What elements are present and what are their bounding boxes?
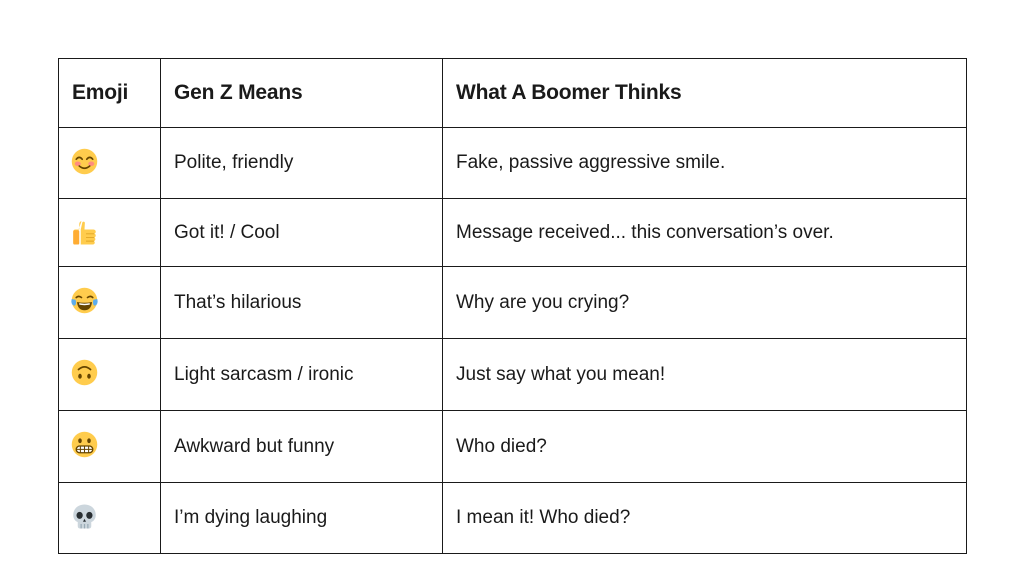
emoji-cell <box>59 128 161 199</box>
emoji-cell <box>59 411 161 483</box>
header-what-a-boomer-thinks: What A Boomer Thinks <box>443 59 967 128</box>
emoji-cell <box>59 199 161 267</box>
gen-z-meaning: Light sarcasm / ironic <box>161 339 443 411</box>
boomer-meaning: Just say what you mean! <box>443 339 967 411</box>
table-row <box>59 483 967 554</box>
upside-down-face-icon <box>71 359 98 386</box>
emoji-cell <box>59 339 161 411</box>
table-row <box>59 339 967 411</box>
boomer-meaning: Who died? <box>443 411 967 483</box>
header-gen-z-means: Gen Z Means <box>161 59 443 128</box>
gen-z-meaning: Got it! / Cool <box>161 199 443 267</box>
table-row <box>59 267 967 339</box>
emoji-cell <box>59 483 161 554</box>
table-header-row <box>59 59 967 128</box>
table-row <box>59 128 967 199</box>
gen-z-meaning: I’m dying laughing <box>161 483 443 554</box>
boomer-meaning: Why are you crying? <box>443 267 967 339</box>
boomer-meaning: Message received... this conversation’s over. <box>443 199 967 267</box>
smiling-face-with-smiling-eyes-icon <box>71 148 98 175</box>
gen-z-meaning: That’s hilarious <box>161 267 443 339</box>
grimacing-face-icon <box>71 431 98 458</box>
table-row <box>59 411 967 483</box>
skull-icon <box>71 503 98 530</box>
emoji-meaning-table <box>58 58 967 554</box>
face-with-tears-of-joy-icon <box>71 287 98 314</box>
header-emoji: Emoji <box>59 59 161 128</box>
thumbs-up-icon <box>71 219 98 246</box>
boomer-meaning: I mean it! Who died? <box>443 483 967 554</box>
boomer-meaning: Fake, passive aggressive smile. <box>443 128 967 199</box>
emoji-cell <box>59 267 161 339</box>
gen-z-meaning: Awkward but funny <box>161 411 443 483</box>
table-row <box>59 199 967 267</box>
gen-z-meaning: Polite, friendly <box>161 128 443 199</box>
